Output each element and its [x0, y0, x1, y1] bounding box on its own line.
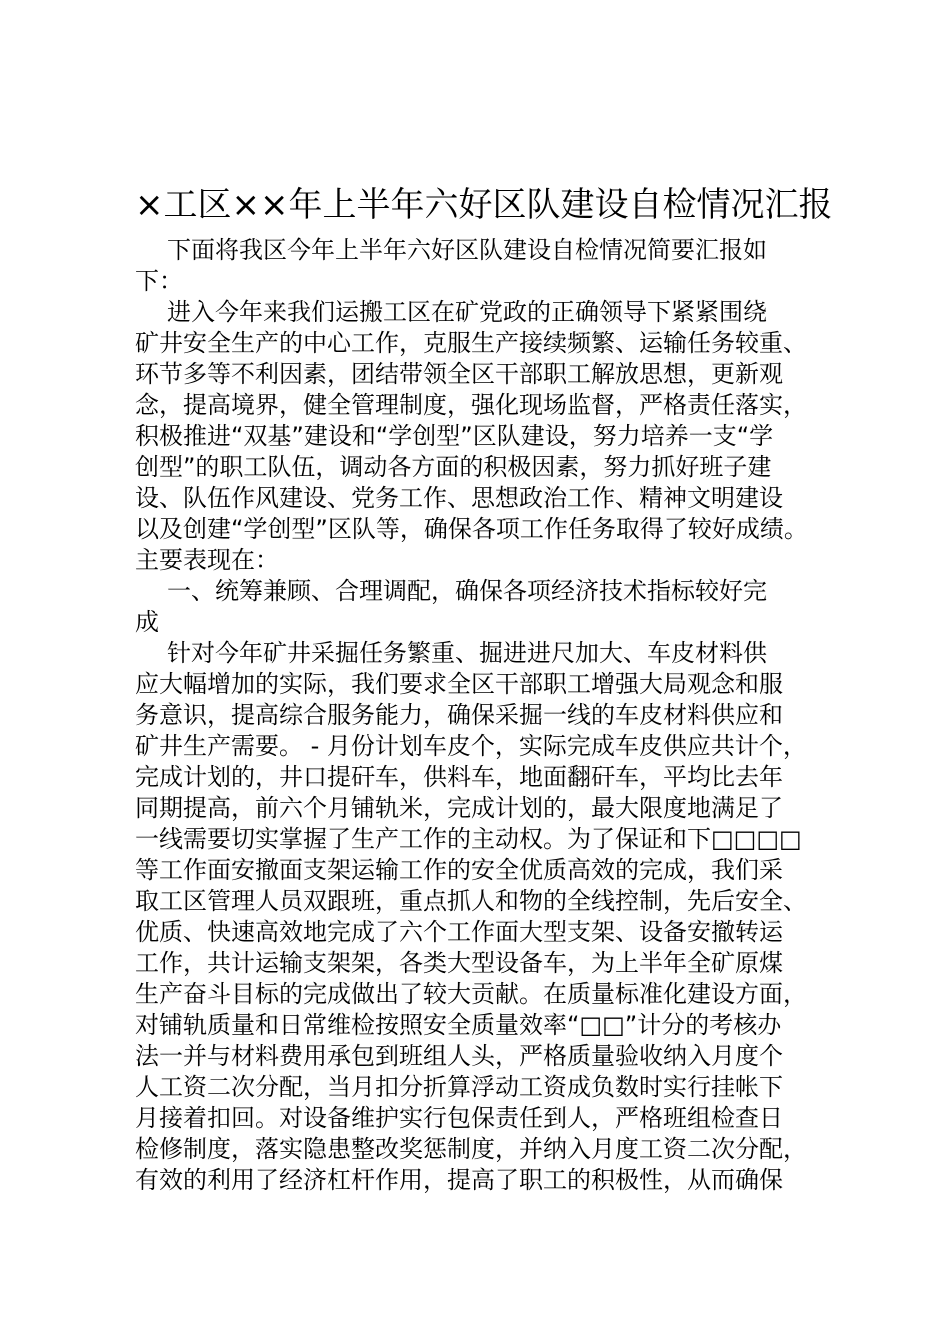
paragraph-line: 完成计划的，井口提矸车，供料车，地面翻矸车，平均比去年 [135, 763, 783, 791]
paragraph-line: 针对今年矿井采掘任务繁重、掘进进尺加大、车皮材料供 [167, 639, 767, 667]
paragraph-line: 创型”的职工队伍，调动各方面的积极因素，努力抓好班子建 [135, 453, 772, 481]
paragraph-line: 检修制度，落实隐患整改奖惩制度，并纳入月度工资二次分配， [135, 1135, 807, 1163]
paragraph-line: 矿井安全生产的中心工作，克服生产接续频繁、运输任务较重、 [135, 329, 807, 357]
section-heading-line: 成 [135, 608, 159, 636]
paragraph-line: 优质、快速高效地完成了六个工作面大型支架、设备安撤转运 [135, 918, 783, 946]
paragraph-line: 应大幅增加的实际，我们要求全区干部职工增强大局观念和服 [135, 670, 783, 698]
document-title: ×工区××年上半年六好区队建设自检情况汇报 [135, 185, 833, 225]
paragraph-line: 下： [135, 267, 183, 295]
paragraph-line: 矿井生产需要。 - 月份计划车皮个，实际完成车皮供应共计个， [135, 732, 807, 760]
paragraph-line: 主要表现在： [135, 546, 279, 574]
paragraph-line: 生产奋斗目标的完成做出了较大贡献。在质量标准化建设方面， [135, 980, 807, 1008]
paragraph-line: 念，提高境界，健全管理制度，强化现场监督，严格责任落实， [135, 391, 807, 419]
paragraph-line: 设、队伍作风建设、党务工作、思想政治工作、精神文明建设 [135, 484, 783, 512]
paragraph-line: 等工作面安撤面支架运输工作的安全优质高效的完成，我们采 [135, 856, 783, 884]
paragraph-line: 以及创建“学创型”区队等，确保各项工作任务取得了较好成绩。 [135, 515, 808, 543]
paragraph-line: 法一并与材料费用承包到班组人头，严格质量验收纳入月度个 [135, 1042, 783, 1070]
paragraph-line: 积极推进“双基”建设和“学创型”区队建设，努力培养一支“学 [135, 422, 774, 450]
paragraph-line: 环节多等不利因素，团结带领全区干部职工解放思想，更新观 [135, 360, 783, 388]
paragraph-line: 对铺轨质量和日常维检按照安全质量效率“□□”计分的考核办 [135, 1011, 782, 1039]
paragraph-line: 进入今年来我们运搬工区在矿党政的正确领导下紧紧围绕 [167, 298, 767, 326]
paragraph-line: 工作，共计运输支架架，各类大型设备车，为上半年全矿原煤 [135, 949, 783, 977]
section-heading-line: 一、统筹兼顾、合理调配，确保各项经济技术指标较好完 [167, 577, 767, 605]
paragraph-line: 下面将我区今年上半年六好区队建设自检情况简要汇报如 [167, 236, 767, 264]
paragraph-line: 有效的利用了经济杠杆作用，提高了职工的积极性，从而确保 [135, 1166, 783, 1194]
paragraph-line: 务意识，提高综合服务能力，确保采掘一线的车皮材料供应和 [135, 701, 783, 729]
paragraph-line: 人工资二次分配，当月扣分折算浮动工资成负数时实行挂帐下 [135, 1073, 783, 1101]
paragraph-line: 同期提高，前六个月铺轨米，完成计划的，最大限度地满足了 [135, 794, 783, 822]
paragraph-line: 一线需要切实掌握了生产工作的主动权。为了保证和下□□□□ [135, 825, 802, 853]
paragraph-line: 月接着扣回。对设备维护实行包保责任到人，严格班组检查日 [135, 1104, 783, 1132]
paragraph-line: 取工区管理人员双跟班，重点抓人和物的全线控制，先后安全、 [135, 887, 807, 915]
